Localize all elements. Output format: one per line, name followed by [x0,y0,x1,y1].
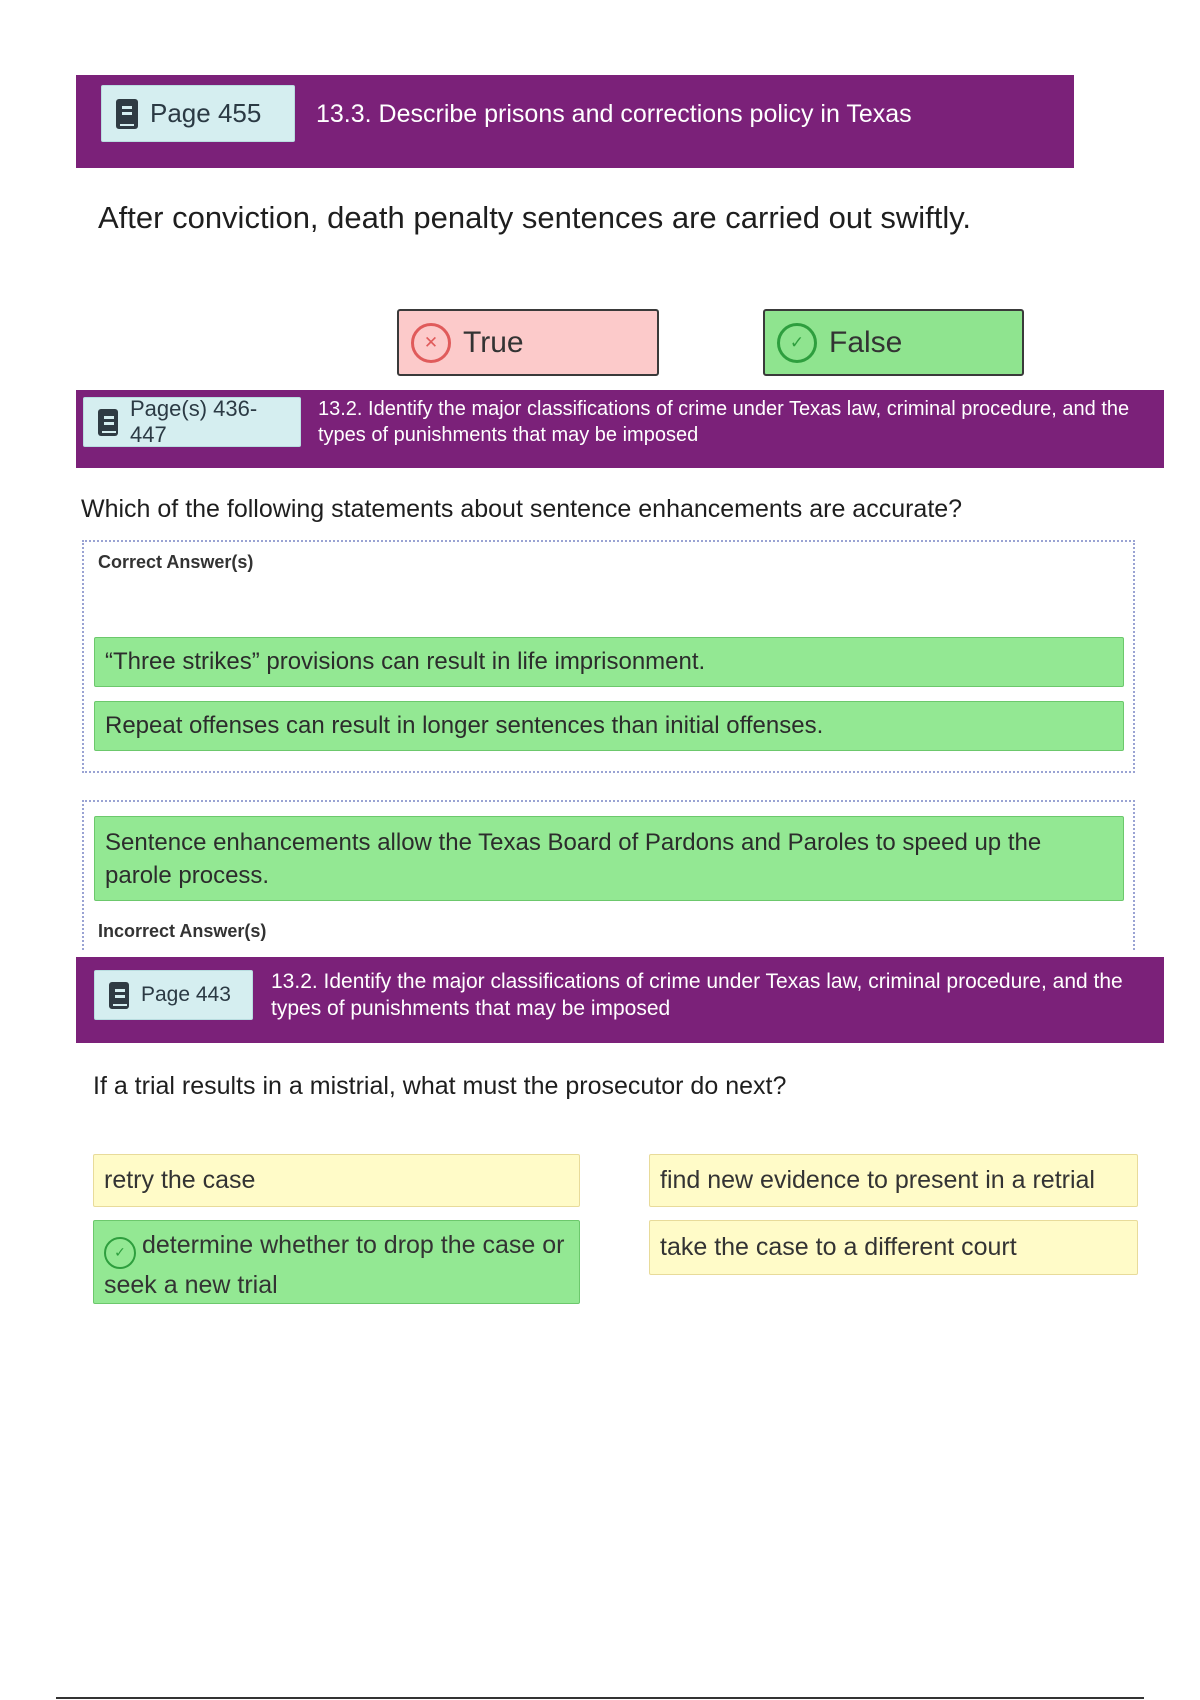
option-label: False [829,325,903,359]
option-label: True [463,325,524,359]
option-label: retry the case [104,1166,256,1194]
correct-answer-item [94,637,1124,687]
page-reference-button-q2[interactable] [83,397,301,447]
page-label: Page 455 [150,98,262,128]
book-icon [116,99,138,129]
check-circle-icon: ✓ [104,1237,136,1269]
correct-answers-label: Correct Answer(s) [98,552,254,572]
option-true[interactable] [397,309,659,376]
option-false[interactable] [763,309,1024,376]
incorrect-answers-label: Incorrect Answer(s) [98,921,267,941]
option-find-new-evidence[interactable] [649,1154,1138,1207]
x-circle-icon: ✕ [411,323,451,363]
page-reference-button-q1[interactable] [101,85,295,142]
option-drop-or-new-trial[interactable] [93,1220,580,1304]
question-text-q2: Which of the following statements about sentence enhancements are accurate? [81,495,963,523]
option-label: ✓ determine whether to drop the case or seek a new trial [104,1231,565,1300]
question-text-q1: After conviction, death penalty sentences are carried out swiftly. [98,200,972,235]
answer-text: Sentence enhancements allow the Texas Board of Pardons and Paroles to speed up the parole process. [105,829,1042,889]
question-text-q3: If a trial results in a mistrial, what must the prosecutor do next? [93,1072,787,1100]
option-retry-case[interactable] [93,1154,580,1207]
option-label: find new evidence to present in a retrial [660,1166,1095,1194]
option-different-court[interactable] [649,1220,1138,1275]
answer-text: “Three strikes” provisions can result in life imprisonment. [105,648,706,675]
objective-text-q1: 13.3. Describe prisons and corrections policy in Texas [316,100,912,128]
check-circle-icon: ✓ [777,323,817,363]
answer-text: Repeat offenses can result in longer sentences than initial offenses. [105,712,824,739]
objective-text-q3: 13.2. Identify the major classifications of crime under Texas law, criminal procedure, and the types of punishments that may be imposed [271,970,1123,1021]
correct-answer-item [94,701,1124,751]
page-bottom-divider [56,1697,1144,1699]
book-icon [109,982,129,1009]
objective-text-q2: 13.2. Identify the major classifications of crime under Texas law, criminal procedure, and the types of punishments that may be imposed [318,398,1130,446]
page-label: Page(s) 436-447 [130,396,258,447]
incorrect-answer-item [94,816,1124,901]
page-reference-button-q3[interactable] [94,970,253,1020]
option-label: take the case to a different court [660,1233,1017,1261]
book-icon [98,409,118,436]
page-label: Page 443 [141,983,231,1006]
